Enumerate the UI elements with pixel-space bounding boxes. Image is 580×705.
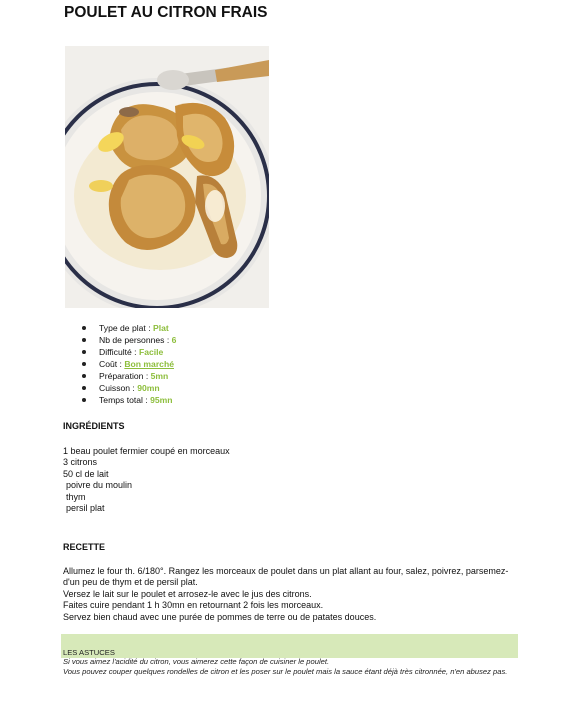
ingredient-item: persil plat: [66, 503, 105, 514]
ingredient-item: 3 citrons: [63, 457, 98, 468]
ingredient-item: thym: [66, 491, 86, 502]
tip-line: Si vous aimez l'acidité du citron, vous aimerez cette façon de cuisiner le poulet.: [63, 657, 330, 666]
fact-difficulty: Difficulté : Facile: [82, 346, 176, 358]
recipe-title: POULET AU CITRON FRAIS: [64, 4, 268, 21]
tips-text: [63, 657, 523, 677]
fact-cost-value[interactable]: Bon marché: [124, 359, 174, 369]
fact-cook-time-value: 90mn: [137, 383, 160, 393]
fact-type: Type de plat : Plat: [82, 322, 176, 334]
tips-heading: LES ASTUCES: [63, 648, 115, 657]
tips-highlight-bar: [61, 634, 518, 658]
fact-cook-time: Cuisson : 90mn: [82, 382, 176, 394]
recette-step: Allumez le four th. 6/180°. Rangez les morceaux de poulet dans un plat allant au four, salez, poivrez, parsemez-d'un peu de thym et de persil plat.: [63, 566, 509, 588]
recette-heading: RECETTE: [63, 542, 106, 552]
fact-servings-value: 6: [171, 335, 177, 345]
fact-type-value: Plat: [152, 323, 169, 333]
ingredient-item: 50 cl de lait: [63, 468, 109, 479]
dish-photo: [65, 46, 269, 308]
fact-difficulty-value: Facile: [138, 347, 164, 357]
ingredient-item: poivre du moulin: [66, 480, 133, 491]
recipe-facts-list: [82, 322, 176, 406]
tip-line: Vous pouvez couper quelques rondelles de citron et les poser sur le poulet mais la sauce étant déjà très citronnée, n'en abusez pas.: [63, 667, 508, 676]
ingredients-heading: INGRÉDIENTS: [63, 421, 125, 431]
recette-step: Faites cuire pendant 1 h 30mn en retournant 2 fois les morceaux.: [63, 600, 324, 611]
recette-step: Versez le lait sur le poulet et arrosez-le avec le jus des citrons.: [63, 588, 312, 599]
fact-total-time-value: 95mn: [150, 395, 173, 405]
fact-prep-time-value: 5mn: [150, 371, 169, 381]
ingredients-list: [63, 446, 230, 514]
fact-cost: Coût : Bon marché: [82, 358, 176, 370]
fact-prep-time: Préparation : 5mn: [82, 370, 176, 382]
ingredient-item: 1 beau poulet fermier coupé en morceaux: [63, 446, 230, 456]
fact-servings: Nb de personnes : 6: [82, 334, 176, 346]
recette-steps: [63, 566, 523, 623]
recette-step: Servez bien chaud avec une purée de pommes de terre ou de patates douces.: [63, 611, 377, 622]
fact-total-time: Temps total : 95mn: [82, 394, 176, 406]
